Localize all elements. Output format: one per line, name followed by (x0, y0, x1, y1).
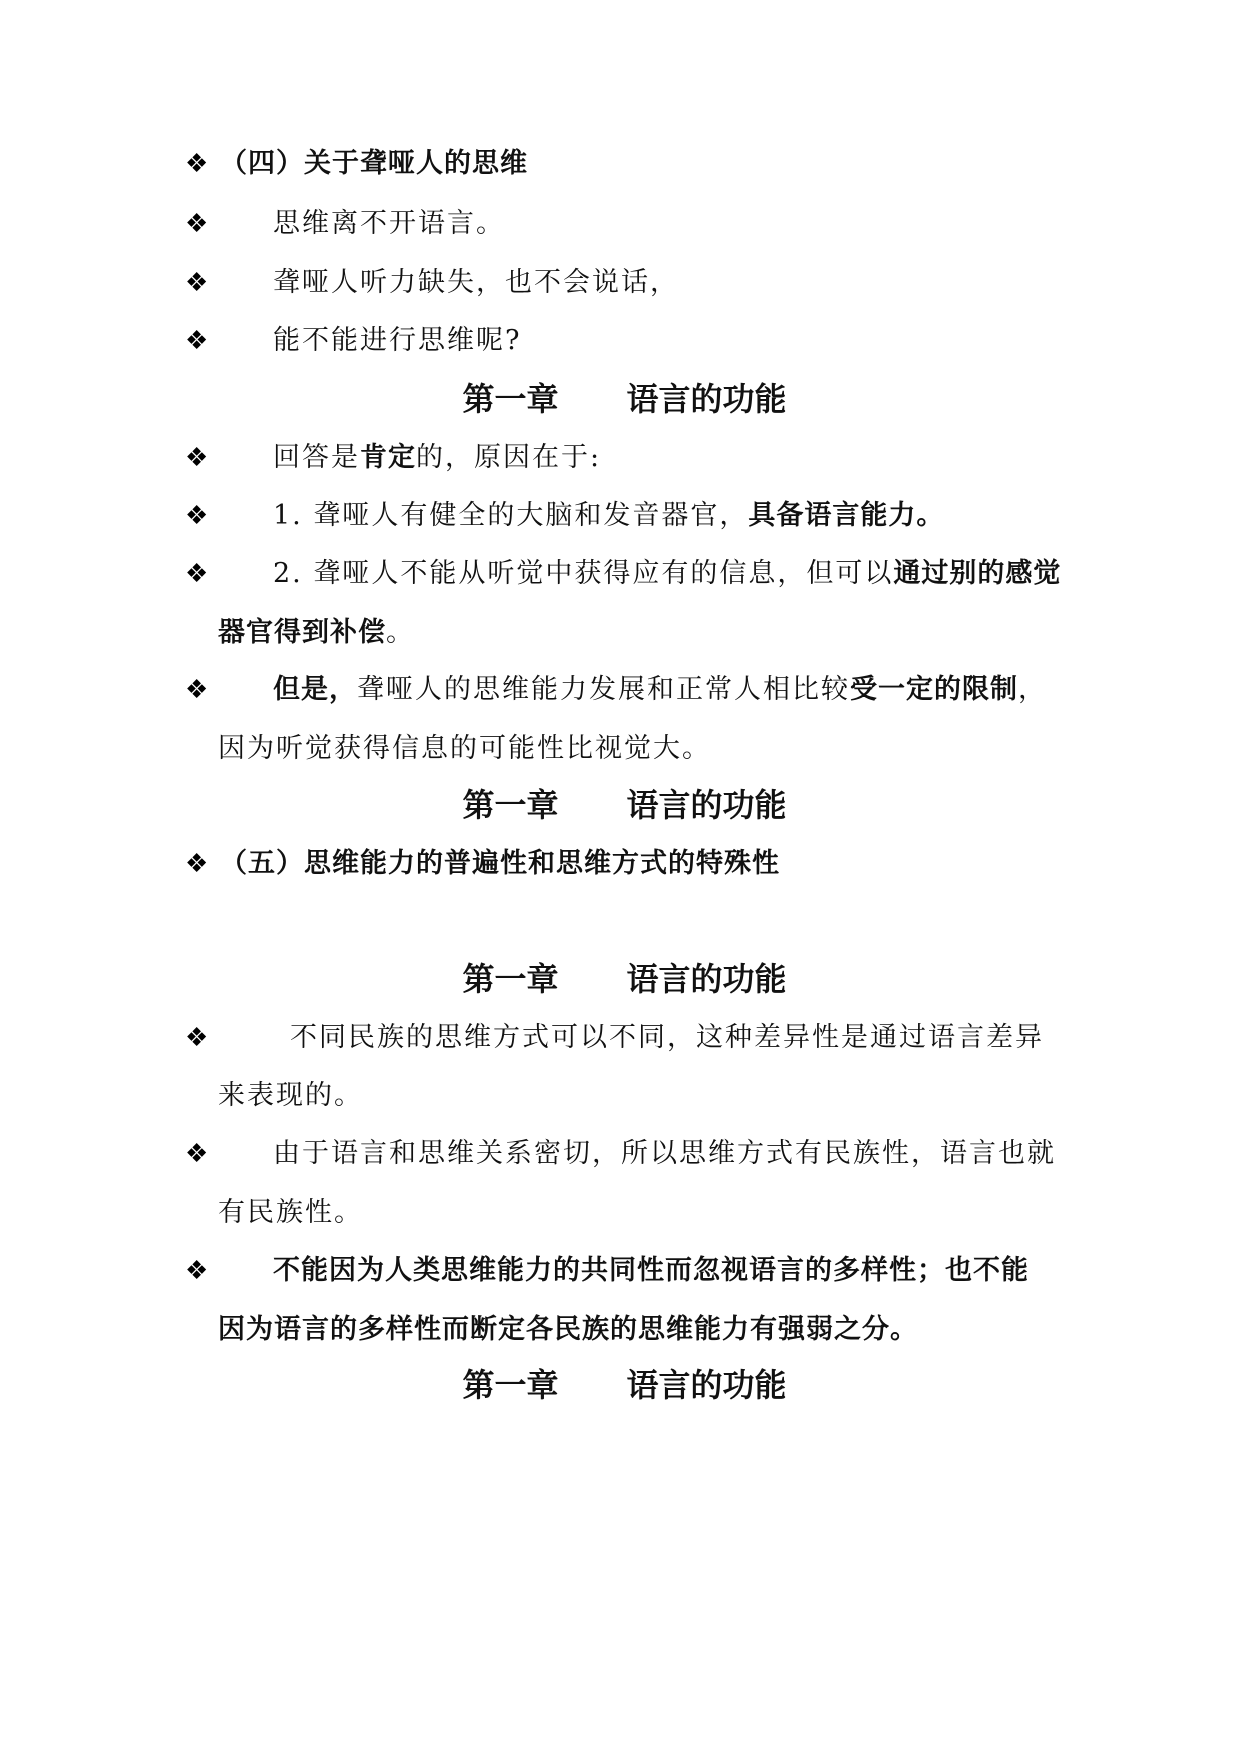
bullet-icon: ❖ (185, 1023, 209, 1053)
chapter-number: 第一章 (462, 1366, 559, 1404)
list-item-text: 因为语言的多样性而断定各民族的思维能力有强弱之分。 (218, 1314, 918, 1345)
bullet-icon: ❖ (185, 559, 209, 589)
list-item-text: 思维离不开语言。 (273, 208, 505, 239)
list-item (0, 486, 1241, 546)
chapter-title: 语言的功能 (626, 960, 787, 998)
section-title-text: （四）关于聋哑人的思维 (220, 148, 528, 179)
bullet-icon: ❖ (185, 501, 209, 531)
list-item-text: 2. 聋哑人不能从听觉中获得应有的信息，但可以通过别的感觉 (273, 558, 1062, 589)
bullet-icon: ❖ (185, 149, 209, 179)
bullet-icon: ❖ (185, 268, 209, 298)
chapter-title: 语言的功能 (626, 380, 787, 418)
list-item-continuation (0, 1183, 1241, 1243)
list-item-text: 因为听觉获得信息的可能性比视觉大。 (218, 733, 711, 764)
bullet-icon: ❖ (185, 675, 209, 705)
list-item-text: 能不能进行思维呢? (273, 325, 522, 356)
bullet-icon: ❖ (185, 1139, 209, 1169)
list-item-continuation (0, 719, 1241, 779)
list-item-text: 1. 聋哑人有健全的大脑和发音器官，具备语言能力。 (273, 500, 945, 531)
list-item (0, 253, 1241, 313)
section-title-4 (0, 134, 1241, 194)
list-item-text: 回答是肯定的，原因在于: (273, 442, 602, 473)
section-title-text: （五）思维能力的普遍性和思维方式的特殊性 (220, 848, 780, 879)
chapter-number: 第一章 (462, 960, 559, 998)
list-item (0, 1241, 1241, 1301)
list-item (0, 194, 1241, 254)
chapter-title: 语言的功能 (626, 786, 787, 824)
list-item-continuation (0, 603, 1241, 663)
list-item-text: 不同民族的思维方式可以不同，这种差异性是通过语言差异 (290, 1022, 1044, 1053)
list-item-text: 不能因为人类思维能力的共同性而忽视语言的多样性；也不能 (273, 1255, 1029, 1286)
chapter-number: 第一章 (462, 380, 559, 418)
list-item-continuation (0, 1300, 1241, 1360)
bullet-icon: ❖ (185, 1256, 209, 1286)
list-item (0, 311, 1241, 371)
chapter-heading (0, 369, 1241, 429)
section-title-5 (0, 834, 1241, 894)
list-item-continuation (0, 1066, 1241, 1126)
list-item-text: 有民族性。 (218, 1197, 363, 1228)
bullet-icon: ❖ (185, 849, 209, 879)
bullet-icon: ❖ (185, 209, 209, 239)
chapter-number: 第一章 (462, 786, 559, 824)
list-item-text: 但是，聋哑人的思维能力发展和正常人相比较受一定的限制， (273, 674, 1047, 705)
list-item (0, 1008, 1241, 1068)
list-item (0, 660, 1241, 720)
list-item-text: 器官得到补偿。 (218, 617, 415, 648)
chapter-heading (0, 775, 1241, 835)
bullet-icon: ❖ (185, 443, 209, 473)
chapter-title: 语言的功能 (626, 1366, 787, 1404)
list-item (0, 428, 1241, 488)
list-item-text: 来表现的。 (218, 1080, 363, 1111)
chapter-heading (0, 1355, 1241, 1415)
list-item (0, 1124, 1241, 1184)
chapter-heading (0, 949, 1241, 1009)
list-item (0, 544, 1241, 604)
list-item-text: 由于语言和思维关系密切，所以思维方式有民族性，语言也就 (273, 1138, 1056, 1169)
list-item-text: 聋哑人听力缺失，也不会说话， (273, 267, 679, 298)
bullet-icon: ❖ (185, 326, 209, 356)
